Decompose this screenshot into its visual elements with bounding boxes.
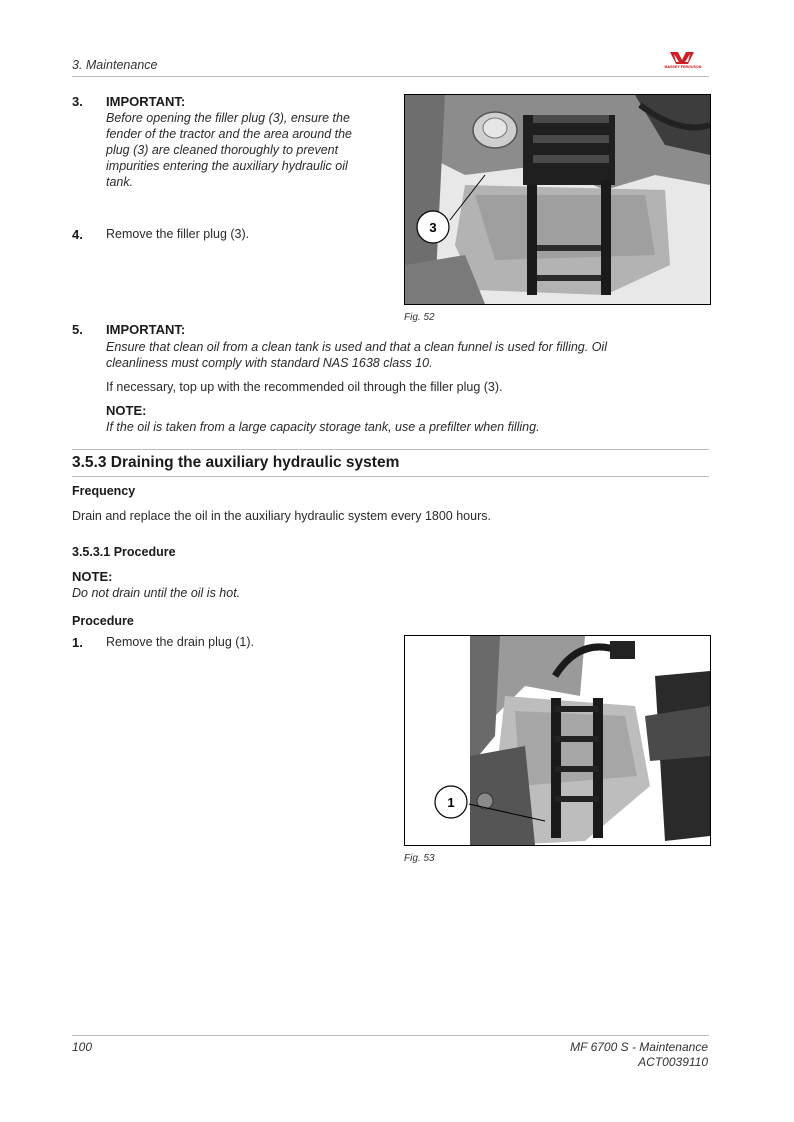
step-5-body: If necessary, top up with the recommended oil through the filler plug (3). bbox=[106, 380, 503, 394]
section-rule-bottom bbox=[72, 476, 709, 477]
step-5-heading: IMPORTANT: bbox=[106, 322, 186, 337]
footer-rule bbox=[72, 1035, 709, 1036]
procedure-step-1-text: Remove the drain plug (1). bbox=[106, 635, 254, 649]
figure-52-callout: 3 bbox=[429, 220, 437, 235]
frequency-heading: Frequency bbox=[72, 484, 136, 498]
figure-53 bbox=[404, 635, 711, 846]
step-4-text: Remove the filler plug (3). bbox=[106, 227, 250, 241]
step-5-note-heading: NOTE: bbox=[106, 403, 147, 418]
figure-53-caption: Fig. 53 bbox=[404, 853, 435, 864]
footer-doc-code: ACT0039110 bbox=[638, 1055, 708, 1069]
step-3-heading: IMPORTANT: bbox=[106, 94, 186, 109]
step-5-number: 5. bbox=[72, 322, 83, 337]
procedure-note-text: Do not drain until the oil is hot. bbox=[72, 586, 241, 600]
procedure-heading: Procedure bbox=[72, 614, 134, 628]
step-5-note-text: If the oil is taken from a large capacity storage tank, use a prefilter when filling. bbox=[106, 420, 540, 434]
step-5-text: Ensure that clean oil from a clean tank is used and that a clean funnel is used for filling. Oil cleanliness must comply with standard NAS 1638 class 10. bbox=[106, 340, 607, 370]
drain-plug-illustration bbox=[405, 636, 710, 845]
figure-52 bbox=[404, 94, 711, 305]
figure-52-caption: Fig. 52 bbox=[404, 312, 435, 323]
figure-53-callout: 1 bbox=[447, 795, 455, 810]
step-4-number: 4. bbox=[72, 227, 83, 242]
procedure-note-heading: NOTE: bbox=[72, 569, 113, 584]
subsection-title: 3.5.3.1 Procedure bbox=[72, 545, 176, 559]
section-title: 3.5.3 Draining the auxiliary hydraulic system bbox=[72, 454, 400, 471]
filler-plug-illustration bbox=[405, 95, 710, 304]
brand-wordmark: MASSEY FERGUSON bbox=[664, 65, 702, 69]
section-rule-top bbox=[72, 449, 709, 450]
procedure-step-1-number: 1. bbox=[72, 635, 83, 650]
frequency-text: Drain and replace the oil in the auxiliary hydraulic system every 1800 hours. bbox=[72, 509, 491, 523]
footer-doc-title: MF 6700 S - Maintenance bbox=[570, 1040, 708, 1054]
step-3-number: 3. bbox=[72, 94, 83, 109]
running-header-section: 3. Maintenance bbox=[72, 58, 158, 72]
step-3-text: Before opening the filler plug (3), ensure the fender of the tractor and the area around the plug (3) are cleaned thoroughly to prevent impurities entering the auxiliary hydraulic oil tank. bbox=[106, 111, 353, 189]
page-number: 100 bbox=[72, 1040, 93, 1054]
header-rule bbox=[72, 76, 709, 77]
